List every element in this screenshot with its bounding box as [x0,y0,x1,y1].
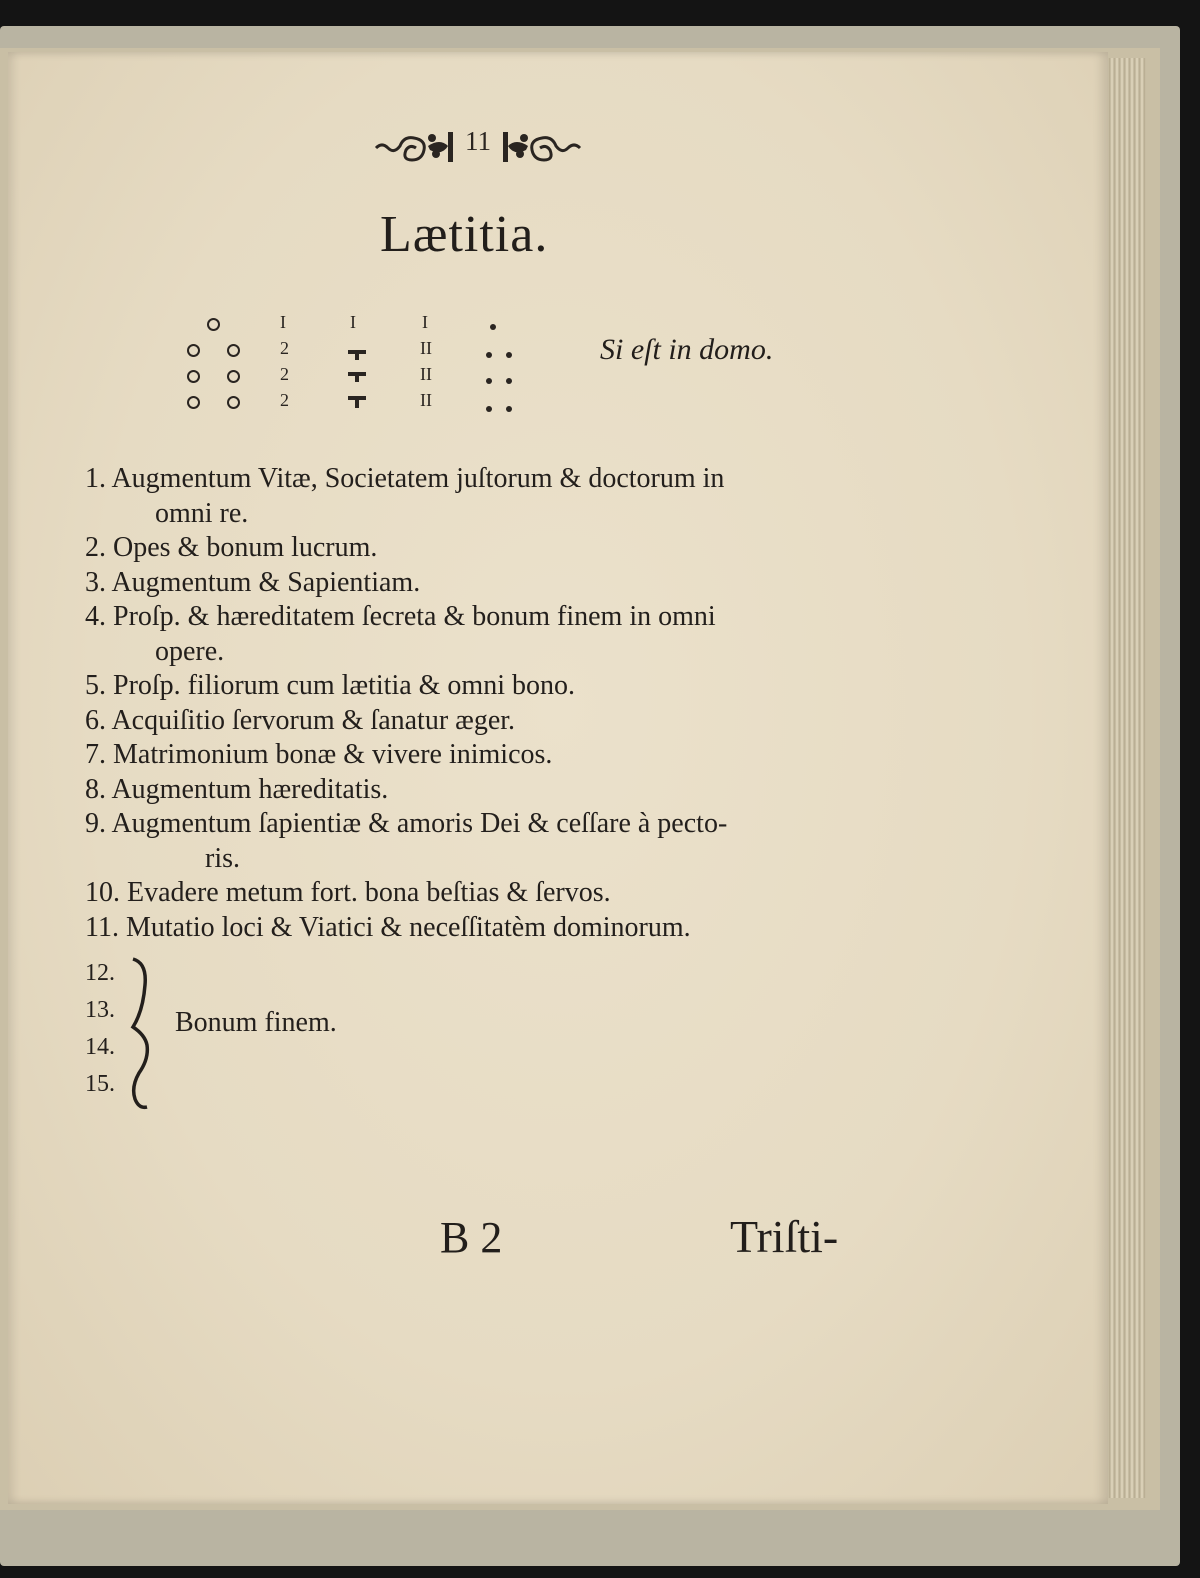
list-item-continuation: ris. [205,842,240,874]
rotated-numeral-icon [346,346,368,412]
circle-mark [227,370,240,383]
dot-mark [486,352,492,358]
signature-mark: B 2 [440,1213,503,1262]
dot-mark [506,406,512,412]
numeral-one: I [350,312,356,332]
figure-dots [480,310,540,420]
braced-number: 14. [85,1034,115,1060]
list-item: 1. Augmentum Vitæ, Societatem juſtorum & doctorum in [85,463,725,494]
numeral-eleven: II [420,390,432,410]
braced-number: 13. [85,997,115,1023]
circle-mark [227,344,240,357]
circle-mark [227,396,240,409]
list-item: 6. Acquiſitio ſervorum & ſanatur æger. [85,704,516,736]
numeral-two: 2 [280,338,289,358]
dot-mark [486,378,492,384]
braced-text: Bonum finem. [175,1007,337,1038]
list-item: 10. Evadere metum fort. bona beſtias & ſervos. [85,877,611,908]
numeral-two: 2 [280,390,289,410]
dot-mark [486,406,492,412]
curly-brace-icon [123,955,163,1113]
numeral-one: I [422,312,428,332]
braced-number: 15. [85,1071,115,1097]
chapter-title: Lætitia. [380,206,549,263]
list-item: 4. Proſp. & hæreditatem ſecreta & bonum finem in omni [85,601,716,632]
numeral-eleven: II [420,338,432,358]
circle-mark [187,370,200,383]
circle-mark [207,318,220,331]
circle-mark [187,396,200,409]
figure-circles-a [180,310,240,420]
list-item-continuation: omni re. [155,497,249,529]
dot-mark [490,324,496,330]
catchword: Triſti- [730,1211,839,1262]
braced-group [85,955,405,1115]
braced-number: 12. [85,960,115,986]
list-item-continuation: opere. [155,635,225,667]
fleuron-left-icon [372,124,454,168]
list-item: 2. Opes & bonum lucrum. [85,532,378,563]
fleuron-right-icon [502,124,584,168]
numeral-one: I [280,312,286,332]
figure-numerals [276,310,336,420]
list-item: 8. Augmentum hæreditatis. [85,773,389,805]
figure-double-numerals [416,310,476,420]
circle-mark [187,344,200,357]
geomantic-figures [180,310,540,420]
list-item: 3. Augmentum & Sapientiam. [85,566,421,598]
list-item: 7. Matrimonium bonæ & vivere inimicos. [85,739,553,770]
list-item: 9. Augmentum ſapientiæ & amoris Dei & ceſſare à pecto- [85,808,728,839]
numeral-eleven: II [420,364,432,384]
braced-numbers [85,955,115,1103]
figure-bars [346,310,406,420]
list-item: 5. Proſp. filiorum cum lætitia & omni bono. [85,670,575,701]
significations-list [85,462,885,945]
list-item: 11. Mutatio loci & Viatici & neceſſitatèm dominorum. [85,911,691,943]
page-number: 11 [465,126,491,156]
running-head [372,124,582,168]
page-edges [1106,58,1146,1498]
dot-mark [506,378,512,384]
figure-caption: Si eſt in domo. [600,333,774,366]
dot-mark [506,352,512,358]
numeral-two: 2 [280,364,289,384]
